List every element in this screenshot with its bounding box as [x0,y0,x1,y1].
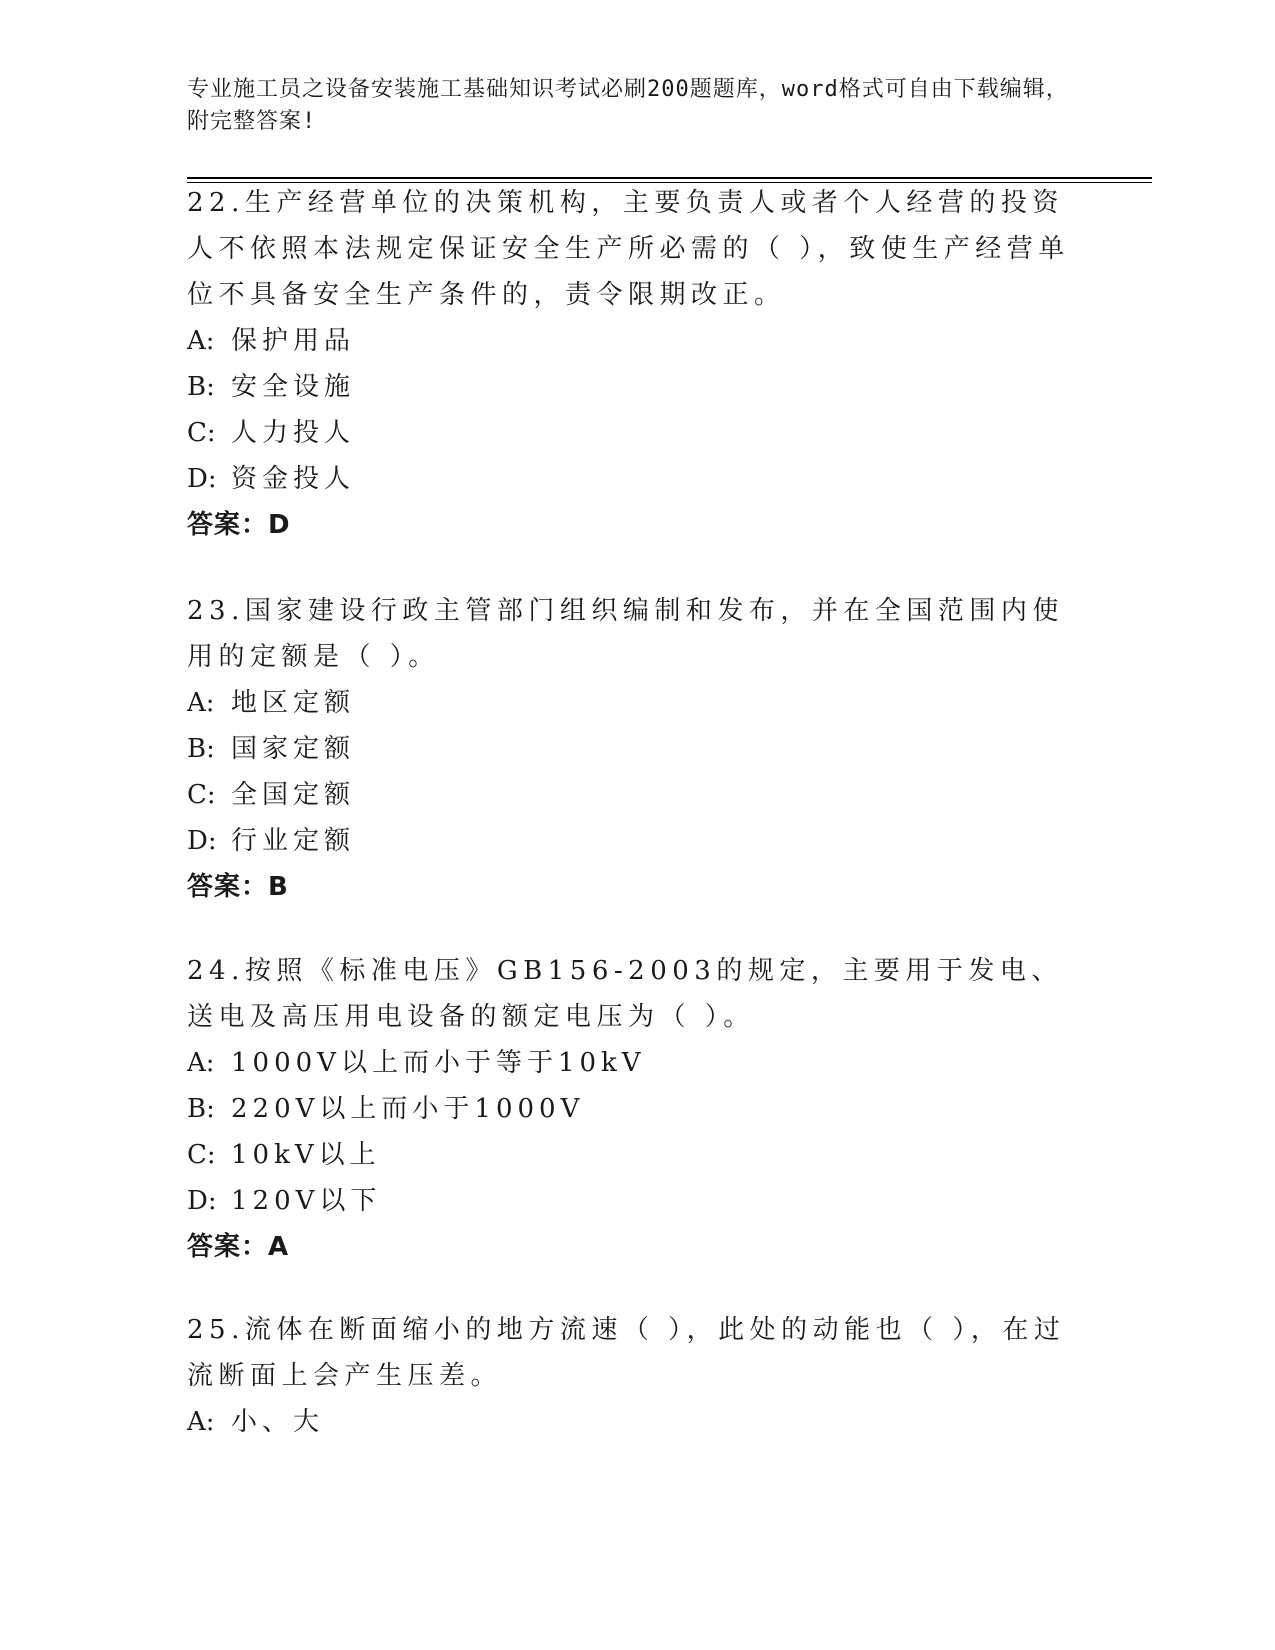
question-22 [187,180,1087,548]
option-b [187,726,1087,772]
option-a [187,680,1087,726]
option-a [187,1399,1087,1445]
question-number: 24. [187,956,245,986]
option-d [187,456,1087,502]
question-stem: 按照《标准电压》GB156-2003的规定，主要用于发电、送电及高压用电设备的额定电压为（ ）。 [187,956,1063,1032]
question-number: 22. [187,188,245,218]
option-key: B: [187,372,215,402]
option-text: 10kV以上 [231,1140,381,1170]
option-text: 120V以下 [231,1186,382,1216]
header-divider-thick [187,177,1152,179]
option-key: D: [187,464,217,494]
document-header-title: 专业施工员之设备安装施工基础知识考试必刷200题题库，word格式可自由下载编辑，附完整答案! [187,77,1069,134]
option-text: 保护用品 [231,326,356,356]
answer-line: 答案：A [187,1232,290,1262]
question-24 [187,948,1087,1270]
option-key: C: [187,1140,216,1170]
option-key: B: [187,734,215,764]
option-text: 220V以上而小于1000V [231,1094,585,1124]
question-number: 25. [187,1315,245,1345]
option-key: C: [187,418,216,448]
option-text: 国家定额 [231,734,356,764]
option-key: A: [187,326,215,356]
option-text: 安全设施 [231,372,356,402]
option-key: A: [187,1407,215,1437]
option-key: D: [187,1186,217,1216]
option-key: B: [187,1094,215,1124]
option-text: 全国定额 [231,780,356,810]
option-a [187,318,1087,364]
option-c [187,1132,1087,1178]
option-key: C: [187,780,216,810]
option-text: 1000V以上而小于等于10kV [231,1048,646,1078]
option-text: 人力投人 [231,418,356,448]
option-text: 行业定额 [231,826,356,856]
answer-line: 答案：D [187,510,291,540]
question-text [187,180,1087,318]
question-stem: 国家建设行政主管部门组织编制和发布，并在全国范围内使用的定额是（ ）。 [187,596,1064,672]
option-key: A: [187,1048,215,1078]
option-key: D: [187,826,217,856]
option-key: A: [187,688,215,718]
option-b [187,1086,1087,1132]
option-d [187,1178,1087,1224]
question-23 [187,588,1087,910]
option-text: 资金投人 [231,464,356,494]
question-text [187,588,1087,680]
option-c [187,410,1087,456]
option-b [187,364,1087,410]
question-text [187,1307,1087,1399]
option-c [187,772,1087,818]
option-text: 小、大 [231,1407,325,1437]
question-number: 23. [187,596,245,626]
option-a [187,1040,1087,1086]
option-d [187,818,1087,864]
option-text: 地区定额 [231,688,356,718]
question-stem: 流体在断面缩小的地方流速（ ），此处的动能也（ ），在过流断面上会产生压差。 [187,1315,1066,1391]
answer-line: 答案：B [187,872,289,902]
question-stem: 生产经营单位的决策机构，主要负责人或者个人经营的投资人不依照本法规定保证安全生产所必需的（ ），致使生产经营单位不具备安全生产条件的，责令限期改正。 [187,188,1070,310]
question-text [187,948,1087,1040]
question-25 [187,1307,1087,1445]
